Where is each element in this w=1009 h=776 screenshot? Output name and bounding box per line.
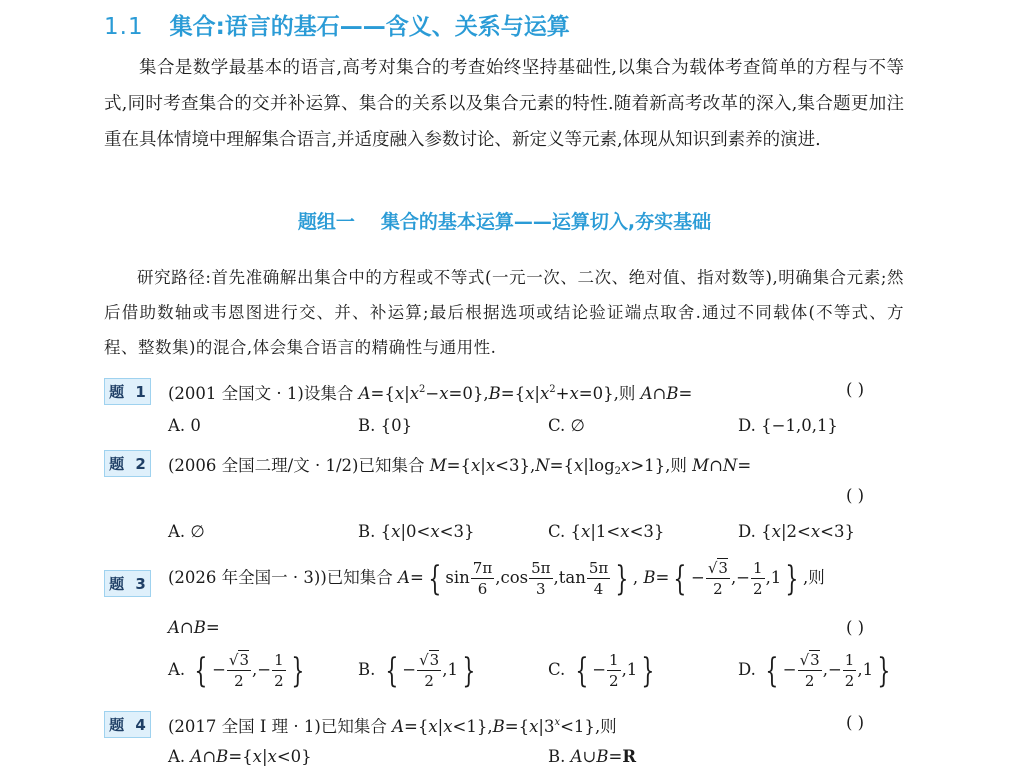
section-heading: 集合:语言的基石——含义、关系与运算 xyxy=(169,14,570,40)
question-stem: (2001 全国文 · 1)设集合 $A=\{x|x^2-x=0\},B=\{x|x^2+x=0\}$,则 A∩B= xyxy=(168,384,693,403)
option-c: C. {x|1<x<3} xyxy=(548,522,665,541)
option-b: B. {x|0<x<3} xyxy=(358,522,475,541)
question-stem: (2006 全国二理/文 · 1/2)已知集合 $M=\{x|x<3\},N=\{x|\log_2x>1\}$,则 M∩N= xyxy=(168,456,752,477)
option-d: D. {−1,0,1} xyxy=(738,416,838,435)
answer-blank: ( ) xyxy=(846,713,865,732)
answer-blank: ( ) xyxy=(846,380,865,399)
option-a: A. ∅ xyxy=(168,522,205,541)
option-a: A. A∩B={x|x<0} xyxy=(168,747,312,766)
group-label: 题组一 xyxy=(297,211,355,233)
question-badge: 题 2 xyxy=(104,450,151,477)
option-c: C. { − $\frac{1}{2}$ ,1 } xyxy=(548,650,655,691)
section-number: 1.1 xyxy=(104,14,144,40)
option-b: B. {0} xyxy=(358,416,413,435)
group-title xyxy=(0,207,1009,234)
option-a: A. 0 xyxy=(168,416,201,435)
question-badge: 题 3 xyxy=(104,570,151,597)
answer-blank: ( ) xyxy=(846,618,865,637)
option-a: A. { − $\frac{√3}{2}$ ,− $\frac{1}{2}$ } xyxy=(168,650,304,691)
question-badge: 题 1 xyxy=(104,378,151,405)
option-c: C. ∅ xyxy=(548,416,585,435)
answer-blank: ( ) xyxy=(846,486,865,505)
option-b: B. { − $\frac{√3}{2}$ ,1 } xyxy=(358,650,476,691)
question-stem-continued: A∩B= xyxy=(168,618,220,637)
group-heading: 集合的基本运算——运算切入,夯实基础 xyxy=(380,211,712,233)
question-stem: (2026 年全国一 · 3))已知集合 A= { sin $\frac{7\pi}{6}$ ,cos $\frac{5\pi}{3}$ ,tan $\frac{5\pi}{4}$ } , B= { − $\frac{√3}{2}$ ,− $\frac{1}{2}$ ,1 } ,则 xyxy=(168,558,825,599)
question-badge: 题 4 xyxy=(104,711,151,738)
research-path-paragraph: 研究路径:首先准确解出集合中的方程或不等式(一元一次、二次、绝对值、指对数等),明确集合元素;然后借助数轴或韦恩图进行交、并、补运算;最后根据选项或结论验证端点取舍.通过不同载体(不等式、方程、整数集)的混合,体会集合语言的精确性与通用性. xyxy=(104,268,904,357)
option-d: D. {x|2<x<3} xyxy=(738,522,855,541)
section-title xyxy=(104,8,570,41)
option-b: B. A∪B=R xyxy=(548,747,637,766)
intro-paragraph: 集合是数学最基本的语言,高考对集合的考查始终坚持基础性,以集合为载体考查简单的方程与不等式,同时考查集合的交并补运算、集合的关系以及集合元素的特性.随着新高考改革的深入,集合题更加注重在具体情境中理解集合语言,并适度融入参数讨论、新定义等元素,体现从知识到素养的演进. xyxy=(104,58,904,150)
question-stem: (2017 全国 Ⅰ 理 · 1)已知集合 $A=\{x|x<1\},B=\{x|3^x<1\}$,则 xyxy=(168,717,617,736)
option-d: D. { − $\frac{√3}{2}$ ,− $\frac{1}{2}$ ,1 } xyxy=(738,650,891,691)
